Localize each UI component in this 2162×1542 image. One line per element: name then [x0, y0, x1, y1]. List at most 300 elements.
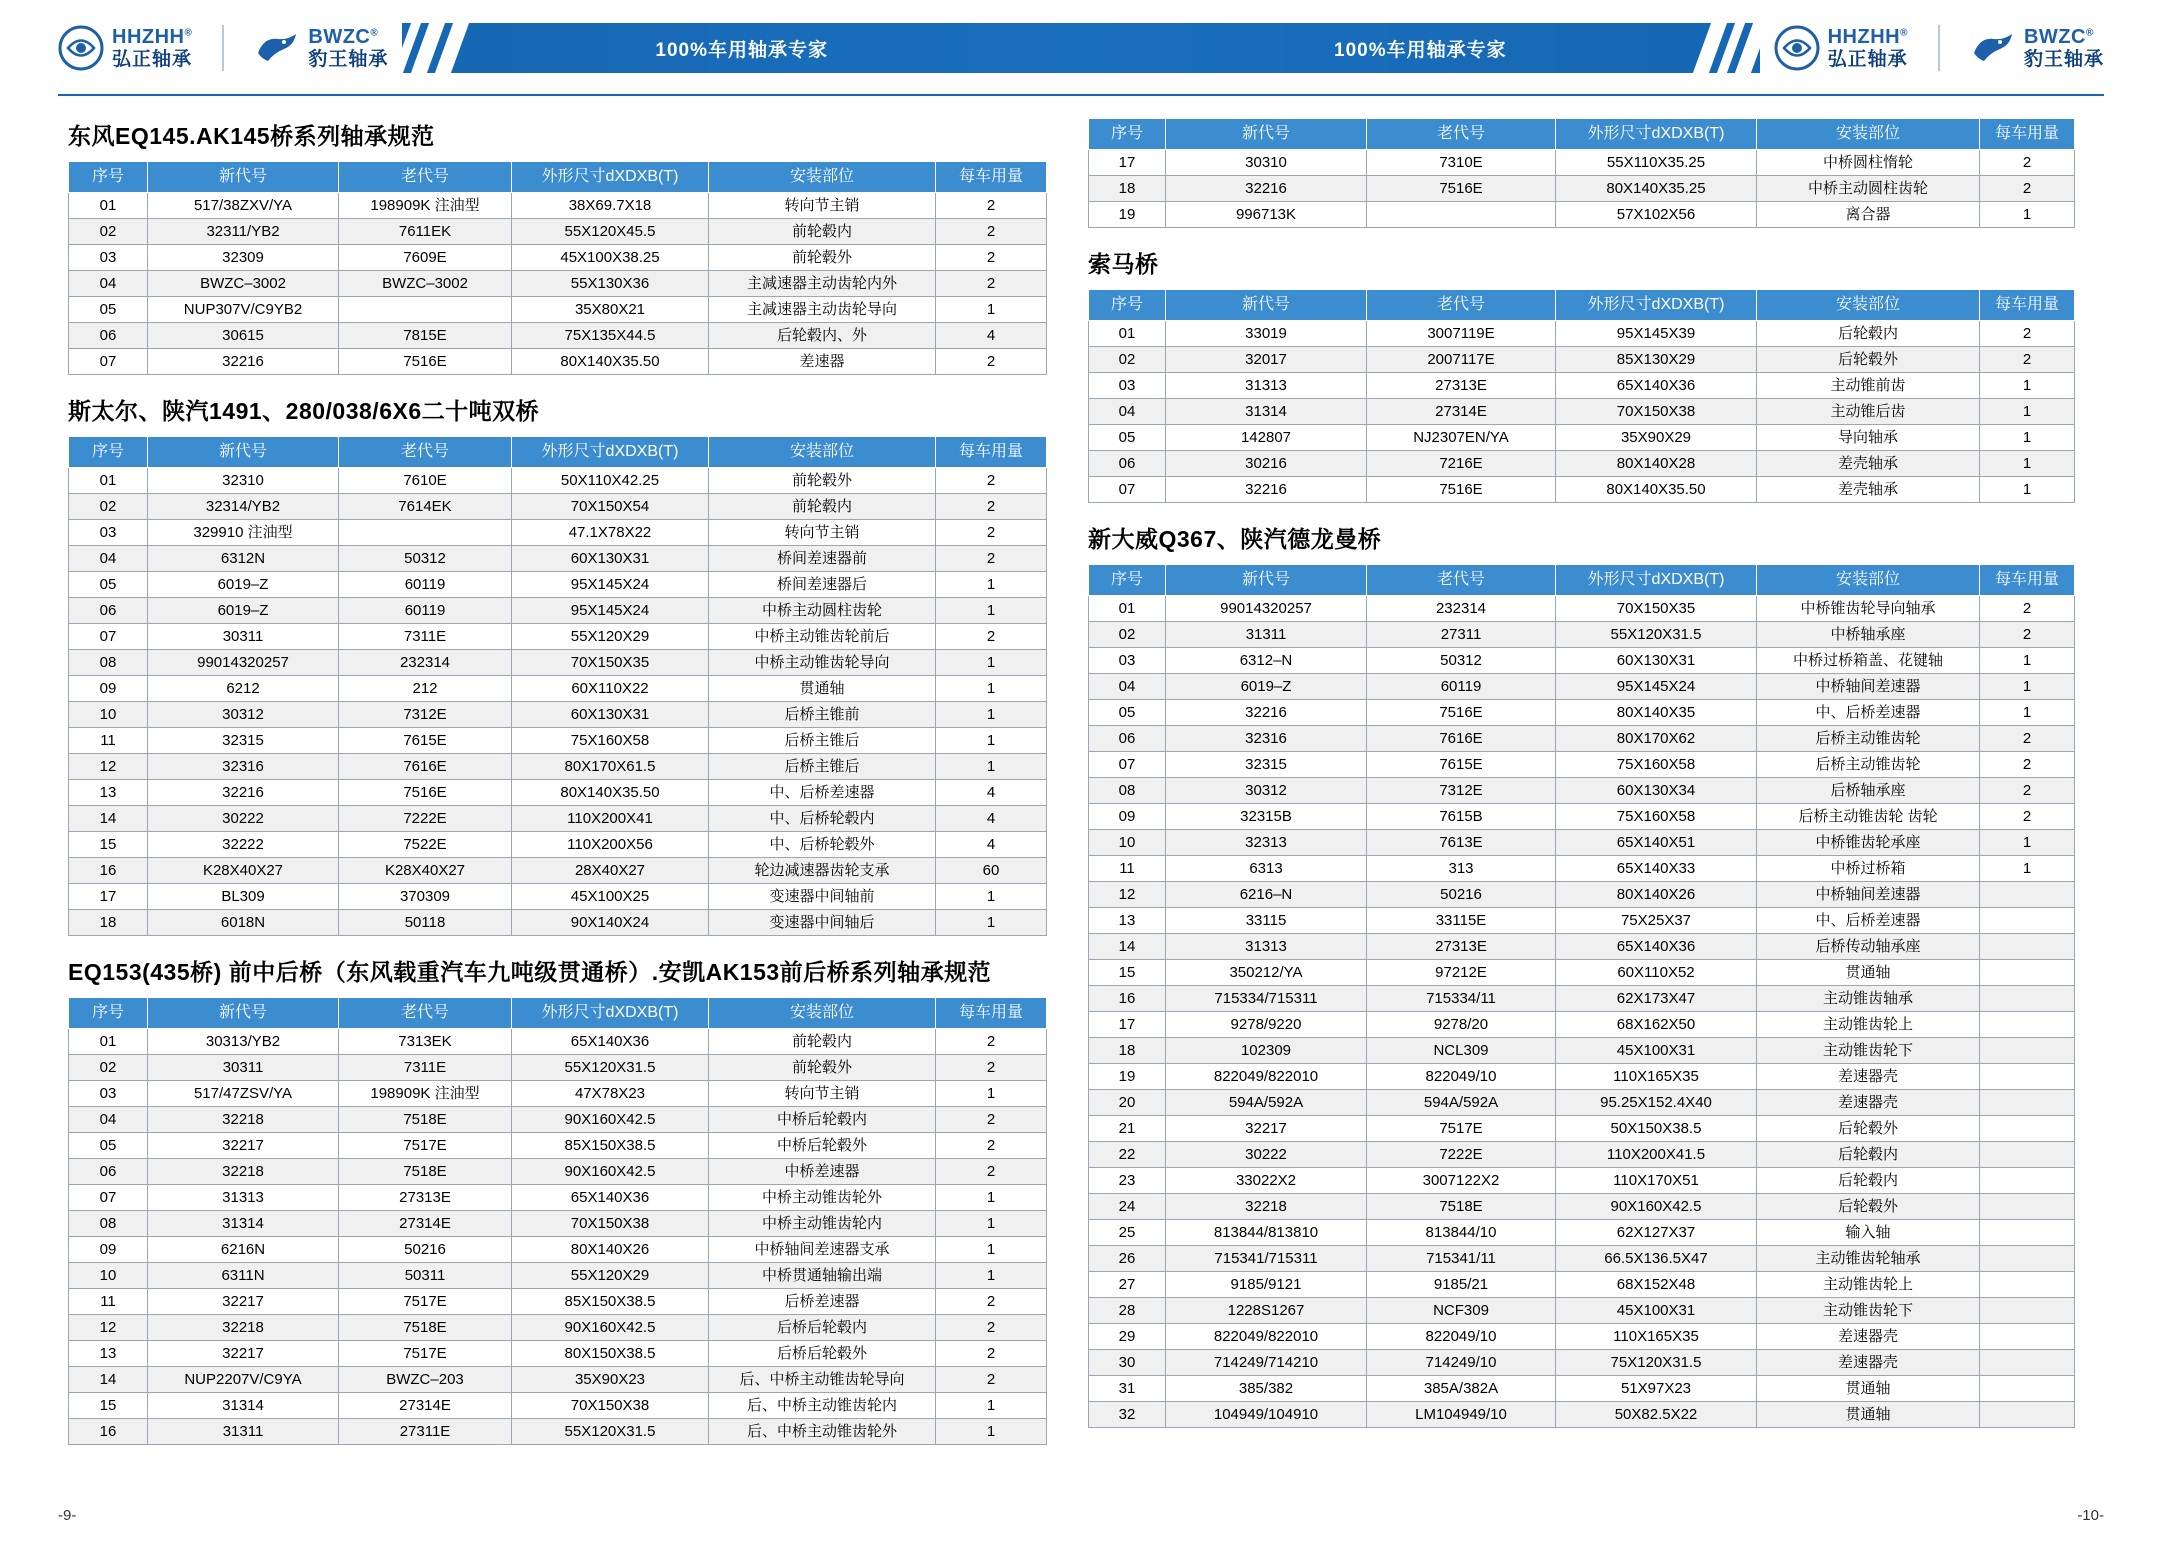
cell-qty: 1 [1980, 373, 2075, 399]
cell-position: 中桥主动圆柱齿轮 [1757, 176, 1980, 202]
cell-dim: 55X110X35.25 [1556, 150, 1757, 176]
table-row [1089, 477, 2075, 503]
table-row [69, 349, 1047, 375]
cell-idx: 16 [69, 1419, 148, 1445]
cell-new_code: 31314 [148, 1393, 339, 1419]
cell-new_code: 142807 [1166, 425, 1367, 451]
cell-qty: 1 [1980, 856, 2075, 882]
table-row [69, 598, 1047, 624]
bwzc-leopard-icon [1970, 25, 2016, 71]
cell-idx: 12 [69, 754, 148, 780]
cell-old_code: 7516E [339, 780, 512, 806]
cell-position: 中桥贯通轴输出端 [709, 1263, 936, 1289]
cell-new_code: 32218 [1166, 1194, 1367, 1220]
table-row [1089, 321, 2075, 347]
cell-dim: 35X90X23 [512, 1367, 709, 1393]
cell-idx: 13 [69, 780, 148, 806]
cell-idx: 05 [1089, 700, 1166, 726]
cell-dim: 65X140X51 [1556, 830, 1757, 856]
section-title: EQ153(435桥) 前中后桥（东风载重汽车九吨级贯通桥）.安凯AK153前后桥系列轴承规范 [68, 959, 992, 985]
cell-idx: 01 [69, 1029, 148, 1055]
cell-new_code: 822049/822010 [1166, 1064, 1367, 1090]
cell-idx: 04 [69, 1107, 148, 1133]
cell-dim: 65X140X33 [1556, 856, 1757, 882]
cell-dim: 55X120X31.5 [1556, 622, 1757, 648]
table-row [69, 1159, 1047, 1185]
cell-position: 后轮毂外 [1757, 1116, 1980, 1142]
cell-qty: 1 [936, 572, 1047, 598]
cell-dim: 55X120X29 [512, 1263, 709, 1289]
cell-dim: 80X140X35.50 [512, 780, 709, 806]
cell-old_code: 7222E [339, 806, 512, 832]
cell-new_code: 32218 [148, 1159, 339, 1185]
table-row [69, 1237, 1047, 1263]
cell-idx: 08 [1089, 778, 1166, 804]
cell-old_code: 313 [1367, 856, 1556, 882]
cell-position: 贯通轴 [1757, 960, 1980, 986]
table-row [69, 1185, 1047, 1211]
cell-qty: 1 [936, 1419, 1047, 1445]
cell-position: 输入轴 [1757, 1220, 1980, 1246]
cell-qty: 1 [1980, 648, 2075, 674]
cell-qty [1980, 1324, 2075, 1350]
column-header-dim: 外形尺寸dXDXB(T) [512, 162, 709, 193]
cell-old_code: 385A/382A [1367, 1376, 1556, 1402]
cell-new_code: 329910 注油型 [148, 520, 339, 546]
cell-qty: 2 [1980, 622, 2075, 648]
cell-idx: 02 [69, 494, 148, 520]
cell-idx: 22 [1089, 1142, 1166, 1168]
brand-bwzc-en-right: BWZC® [2023, 26, 2094, 48]
cell-position: 主减速器主动齿轮内外 [709, 271, 936, 297]
cell-dim: 80X170X61.5 [512, 754, 709, 780]
cell-dim: 95X145X24 [1556, 674, 1757, 700]
cell-qty [1980, 960, 2075, 986]
table-row [69, 754, 1047, 780]
table-row [69, 1133, 1047, 1159]
footer-page-left: -9- [58, 1507, 77, 1524]
cell-old_code: 7615E [339, 728, 512, 754]
cell-idx: 09 [69, 676, 148, 702]
cell-dim: 60X130X31 [1556, 648, 1757, 674]
cell-new_code: 30313/YB2 [148, 1029, 339, 1055]
table-row [69, 546, 1047, 572]
cell-dim: 95X145X24 [512, 598, 709, 624]
cell-position: 前轮毂内 [709, 1029, 936, 1055]
table-row [69, 806, 1047, 832]
banner-text-left: 100%车用轴承专家 [655, 39, 828, 61]
cell-qty: 4 [936, 806, 1047, 832]
brand-hhzhh-en-left: HHZHH® [112, 26, 193, 48]
bearing-spec-table [1088, 118, 2075, 228]
cell-idx: 02 [1089, 622, 1166, 648]
cell-old_code: 60119 [1367, 674, 1556, 700]
cell-new_code: 33019 [1166, 321, 1367, 347]
cell-qty [1980, 908, 2075, 934]
cell-new_code: 31313 [148, 1185, 339, 1211]
cell-new_code: 32216 [1166, 700, 1367, 726]
cell-qty: 2 [1980, 176, 2075, 202]
footer-page-right: -10- [2077, 1507, 2104, 1524]
cell-old_code: 7517E [339, 1133, 512, 1159]
cell-qty: 1 [1980, 399, 2075, 425]
cell-dim: 65X140X36 [1556, 373, 1757, 399]
column-header-idx: 序号 [69, 437, 148, 468]
cell-qty [1980, 1376, 2075, 1402]
cell-new_code: 31313 [1166, 934, 1367, 960]
cell-dim: 80X140X28 [1556, 451, 1757, 477]
cell-dim: 60X130X31 [512, 546, 709, 572]
cell-position: 后桥后轮毂内 [709, 1315, 936, 1341]
cell-position: 轮边减速器齿轮支承 [709, 858, 936, 884]
table-row [1089, 347, 2075, 373]
cell-position: 中桥主动锥齿轮内 [709, 1211, 936, 1237]
cell-old_code: 7615B [1367, 804, 1556, 830]
cell-idx: 04 [69, 546, 148, 572]
cell-idx: 21 [1089, 1116, 1166, 1142]
cell-old_code: 27313E [1367, 373, 1556, 399]
bwzc-leopard-icon [254, 25, 300, 71]
cell-dim: 28X40X27 [512, 858, 709, 884]
header-logo-group-right [1774, 25, 2162, 71]
cell-old_code: 50312 [1367, 648, 1556, 674]
cell-new_code: 6212 [148, 676, 339, 702]
cell-dim: 47.1X78X22 [512, 520, 709, 546]
table-row [1089, 778, 2075, 804]
cell-old_code: 50311 [339, 1263, 512, 1289]
cell-new_code: 715341/715311 [1166, 1246, 1367, 1272]
brand-hhzhh-text-left [112, 27, 192, 69]
table-row [1089, 856, 2075, 882]
cell-dim: 110X165X35 [1556, 1324, 1757, 1350]
cell-dim: 80X140X35.50 [512, 349, 709, 375]
cell-idx: 14 [1089, 934, 1166, 960]
cell-qty: 2 [1980, 596, 2075, 622]
cell-idx: 16 [1089, 986, 1166, 1012]
table-row [69, 1393, 1047, 1419]
cell-old_code: 822049/10 [1367, 1324, 1556, 1350]
cell-idx: 06 [69, 323, 148, 349]
cell-position: 中桥轴间差速器 [1757, 674, 1980, 700]
cell-idx: 12 [69, 1315, 148, 1341]
column-header-new_code: 新代号 [1166, 565, 1367, 596]
cell-dim: 55X120X31.5 [512, 1419, 709, 1445]
cell-position: 后、中桥主动锥齿轮内 [709, 1393, 936, 1419]
banner-slant-right [1640, 23, 1760, 73]
cell-old_code [339, 520, 512, 546]
cell-dim: 60X110X22 [512, 676, 709, 702]
cell-idx: 20 [1089, 1090, 1166, 1116]
cell-dim: 47X78X23 [512, 1081, 709, 1107]
cell-idx: 01 [69, 193, 148, 219]
table-row [1089, 1298, 2075, 1324]
cell-new_code: 32217 [148, 1133, 339, 1159]
cell-idx: 12 [1089, 882, 1166, 908]
cell-new_code: 31311 [1166, 622, 1367, 648]
cell-qty: 1 [936, 598, 1047, 624]
cell-old_code: 97212E [1367, 960, 1556, 986]
cell-dim: 95X145X39 [1556, 321, 1757, 347]
cell-dim: 80X140X35 [1556, 700, 1757, 726]
cell-position: 中、后桥轮毂内 [709, 806, 936, 832]
cell-old_code: 7516E [339, 349, 512, 375]
cell-old_code: 7517E [1367, 1116, 1556, 1142]
cell-dim: 55X120X45.5 [512, 219, 709, 245]
table-row [69, 193, 1047, 219]
cell-dim: 80X140X35.50 [1556, 477, 1757, 503]
cell-new_code: 31314 [148, 1211, 339, 1237]
column-header-old_code: 老代号 [339, 437, 512, 468]
brand-hhzhh-cn-right: 弘正轴承 [1827, 49, 1908, 70]
cell-position: 后桥主动锥齿轮 [1757, 752, 1980, 778]
banner-slant-left [402, 23, 522, 73]
cell-position: 差速器 [709, 349, 936, 375]
column-header-qty: 每车用量 [936, 162, 1047, 193]
cell-qty: 1 [936, 297, 1047, 323]
section-title: 斯太尔、陕汽1491、280/038/6X6二十吨双桥 [68, 398, 540, 424]
cell-qty: 1 [936, 702, 1047, 728]
cell-dim: 66.5X136.5X47 [1556, 1246, 1757, 1272]
cell-position: 前轮毂外 [709, 468, 936, 494]
section-title: 新大威Q367、陕汽德龙曼桥 [1088, 526, 1382, 552]
cell-idx: 07 [1089, 752, 1166, 778]
cell-position: 后轮毂内、外 [709, 323, 936, 349]
cell-dim: 75X160X58 [512, 728, 709, 754]
brand-hhzhh-cn-left: 弘正轴承 [112, 49, 193, 70]
table-row [69, 650, 1047, 676]
cell-new_code: 714249/714210 [1166, 1350, 1367, 1376]
cell-qty: 2 [936, 219, 1047, 245]
cell-old_code: BWZC–3002 [339, 271, 512, 297]
cell-qty [1980, 1038, 2075, 1064]
cell-qty: 1 [936, 1211, 1047, 1237]
cell-new_code: 32222 [148, 832, 339, 858]
cell-dim: 38X69.7X18 [512, 193, 709, 219]
header-banner [402, 23, 1759, 73]
cell-position: 后、中桥主动锥齿轮导向 [709, 1367, 936, 1393]
cell-idx: 07 [69, 349, 148, 375]
cell-idx: 05 [1089, 425, 1166, 451]
table-row [1089, 1246, 2075, 1272]
cell-idx: 17 [1089, 1012, 1166, 1038]
cell-dim: 65X140X36 [1556, 934, 1757, 960]
cell-position: 后轮毂内 [1757, 321, 1980, 347]
cell-position: 后轮毂外 [1757, 1194, 1980, 1220]
table-row [1089, 882, 2075, 908]
cell-dim: 45X100X25 [512, 884, 709, 910]
cell-idx: 02 [1089, 347, 1166, 373]
table-row [69, 520, 1047, 546]
cell-qty: 2 [1980, 321, 2075, 347]
cell-old_code: 33115E [1367, 908, 1556, 934]
column-header-position: 安装部位 [1757, 119, 1980, 150]
cell-new_code: 32217 [148, 1341, 339, 1367]
cell-new_code: 32218 [148, 1315, 339, 1341]
cell-dim: 57X102X56 [1556, 202, 1757, 228]
cell-idx: 07 [69, 624, 148, 650]
cell-qty: 1 [936, 1185, 1047, 1211]
cell-old_code: 27313E [339, 1185, 512, 1211]
page-header [0, 0, 2162, 96]
cell-idx: 15 [69, 832, 148, 858]
cell-position: 后桥主锥前 [709, 702, 936, 728]
cell-old_code: 9278/20 [1367, 1012, 1556, 1038]
cell-idx: 13 [1089, 908, 1166, 934]
cell-old_code: K28X40X27 [339, 858, 512, 884]
left-column [58, 118, 1038, 1445]
cell-old_code: 7310E [1367, 150, 1556, 176]
cell-position: 桥间差速器后 [709, 572, 936, 598]
cell-new_code: 32316 [1166, 726, 1367, 752]
cell-qty: 4 [936, 832, 1047, 858]
spec-section [58, 118, 1038, 375]
cell-old_code: 7815E [339, 323, 512, 349]
cell-new_code: 6216N [148, 1237, 339, 1263]
cell-old_code [1367, 202, 1556, 228]
cell-new_code: 813844/813810 [1166, 1220, 1367, 1246]
cell-qty: 2 [936, 468, 1047, 494]
cell-idx: 06 [1089, 726, 1166, 752]
cell-idx: 05 [69, 1133, 148, 1159]
table-row [1089, 1220, 2075, 1246]
cell-position: 中桥主动锥齿轮前后 [709, 624, 936, 650]
cell-qty [1980, 1246, 2075, 1272]
cell-new_code: 32316 [148, 754, 339, 780]
cell-new_code: 104949/104910 [1166, 1402, 1367, 1428]
table-row [69, 1289, 1047, 1315]
cell-position: 导向轴承 [1757, 425, 1980, 451]
cell-idx: 01 [1089, 321, 1166, 347]
cell-old_code: 27314E [339, 1393, 512, 1419]
table-row [1089, 1038, 2075, 1064]
table-row [1089, 1376, 2075, 1402]
banner-text-right: 100%车用轴承专家 [1334, 39, 1507, 61]
cell-position: 中桥圆柱惰轮 [1757, 150, 1980, 176]
cell-idx: 03 [69, 245, 148, 271]
hhzhh-logo-icon [1774, 25, 1820, 71]
bearing-spec-table [1088, 564, 2075, 1428]
cell-idx: 26 [1089, 1246, 1166, 1272]
column-header-new_code: 新代号 [148, 162, 339, 193]
logo-divider-left [222, 25, 224, 71]
section-title: 索马桥 [1088, 251, 1159, 277]
column-header-dim: 外形尺寸dXDXB(T) [1556, 565, 1757, 596]
cell-new_code: 6019–Z [148, 598, 339, 624]
cell-qty [1980, 1116, 2075, 1142]
cell-position: 中桥锥齿轮承座 [1757, 830, 1980, 856]
column-header-idx: 序号 [69, 162, 148, 193]
cell-idx: 29 [1089, 1324, 1166, 1350]
cell-qty: 1 [1980, 830, 2075, 856]
table-row [1089, 908, 2075, 934]
cell-position: 后桥差速器 [709, 1289, 936, 1315]
table-row [69, 1055, 1047, 1081]
cell-position: 后轮毂外 [1757, 347, 1980, 373]
cell-idx: 18 [1089, 1038, 1166, 1064]
cell-new_code: 32017 [1166, 347, 1367, 373]
cell-dim: 110X165X35 [1556, 1064, 1757, 1090]
cell-dim: 85X130X29 [1556, 347, 1757, 373]
cell-dim: 110X200X41.5 [1556, 1142, 1757, 1168]
cell-dim: 75X120X31.5 [1556, 1350, 1757, 1376]
table-header-row [1089, 290, 2075, 321]
cell-new_code: 30216 [1166, 451, 1367, 477]
cell-new_code: 30310 [1166, 150, 1367, 176]
cell-new_code: 32315 [1166, 752, 1367, 778]
cell-idx: 16 [69, 858, 148, 884]
cell-qty [1980, 1142, 2075, 1168]
cell-old_code: 7518E [339, 1315, 512, 1341]
brand-hhzhh-left [58, 25, 192, 71]
bearing-spec-table [68, 997, 1047, 1445]
cell-old_code: 212 [339, 676, 512, 702]
cell-qty [1980, 1272, 2075, 1298]
table-row [1089, 1090, 2075, 1116]
cell-dim: 70X150X35 [512, 650, 709, 676]
cell-qty: 1 [1980, 477, 2075, 503]
cell-qty: 1 [936, 754, 1047, 780]
cell-position: 差壳轴承 [1757, 451, 1980, 477]
table-row [1089, 202, 2075, 228]
cell-new_code: 30312 [148, 702, 339, 728]
cell-old_code: 27314E [1367, 399, 1556, 425]
cell-qty: 1 [1980, 425, 2075, 451]
cell-position: 中桥主动锥齿轮外 [709, 1185, 936, 1211]
cell-qty: 2 [936, 1289, 1047, 1315]
cell-dim: 70X150X35 [1556, 596, 1757, 622]
table-row [69, 1081, 1047, 1107]
cell-dim: 90X160X42.5 [512, 1159, 709, 1185]
cell-new_code: 32313 [1166, 830, 1367, 856]
cell-new_code: 9185/9121 [1166, 1272, 1367, 1298]
cell-idx: 01 [69, 468, 148, 494]
column-header-dim: 外形尺寸dXDXB(T) [512, 998, 709, 1029]
table-row [69, 884, 1047, 910]
cell-position: 差速器壳 [1757, 1090, 1980, 1116]
cell-dim: 70X150X54 [512, 494, 709, 520]
cell-dim: 75X135X44.5 [512, 323, 709, 349]
cell-qty: 2 [936, 1133, 1047, 1159]
cell-qty [1980, 934, 2075, 960]
cell-position: 转向节主销 [709, 1081, 936, 1107]
table-row [1089, 960, 2075, 986]
cell-new_code: 32216 [1166, 477, 1367, 503]
cell-new_code: 99014320257 [1166, 596, 1367, 622]
cell-new_code: 31314 [1166, 399, 1367, 425]
cell-new_code: 32314/YB2 [148, 494, 339, 520]
cell-qty: 2 [936, 1029, 1047, 1055]
table-row [1089, 1194, 2075, 1220]
cell-idx: 02 [69, 219, 148, 245]
cell-dim: 45X100X31 [1556, 1038, 1757, 1064]
cell-idx: 07 [69, 1185, 148, 1211]
cell-dim: 55X120X29 [512, 624, 709, 650]
cell-position: 中桥过桥箱盖、花键轴 [1757, 648, 1980, 674]
cell-position: 差速器壳 [1757, 1064, 1980, 1090]
cell-dim: 75X160X58 [1556, 752, 1757, 778]
cell-idx: 04 [1089, 674, 1166, 700]
cell-qty: 2 [936, 1341, 1047, 1367]
cell-dim: 75X160X58 [1556, 804, 1757, 830]
cell-new_code: 31313 [1166, 373, 1367, 399]
cell-dim: 65X140X36 [512, 1029, 709, 1055]
table-row [1089, 373, 2075, 399]
cell-dim: 45X100X38.25 [512, 245, 709, 271]
brand-hhzhh-en-right: HHZHH® [1827, 26, 1908, 48]
table-row [69, 832, 1047, 858]
cell-old_code: 7216E [1367, 451, 1556, 477]
brand-hhzhh-right [1774, 25, 1908, 71]
